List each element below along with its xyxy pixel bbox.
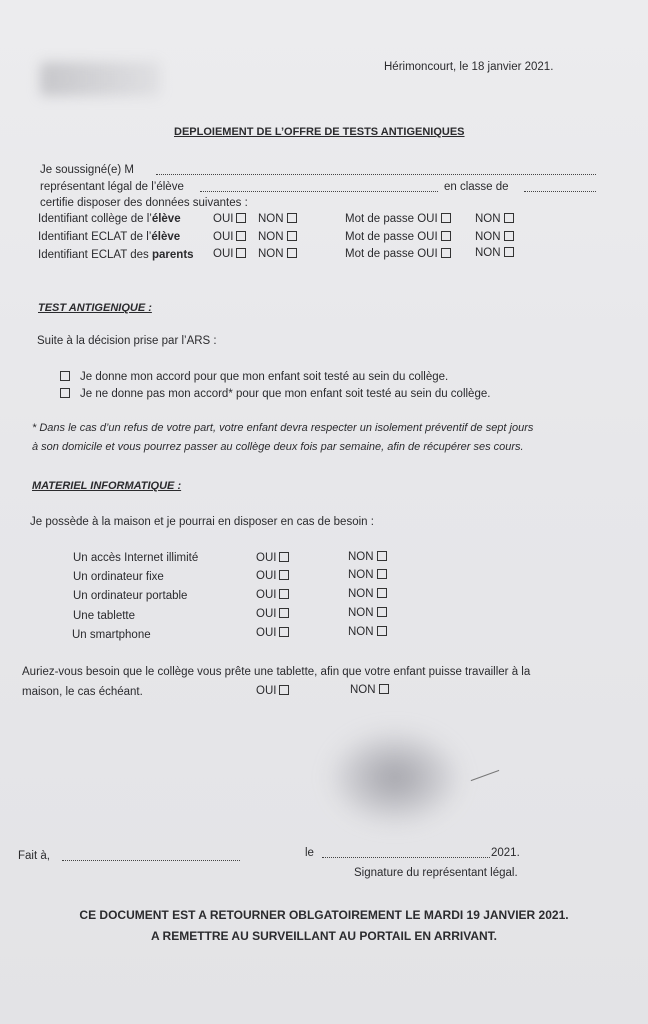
checkbox[interactable] [441, 213, 451, 223]
materiel-item-label: Une tablette [73, 610, 136, 622]
test-intro: Suite à la décision prise par l’ARS : [37, 335, 217, 347]
tablet-question-line1: Auriez-vous besoin que le collège vous prête une tablette, afin que votre enfant puisse travailler à la [22, 666, 531, 678]
checkbox[interactable] [279, 552, 289, 562]
refus-note-line1: * Dans le cas d’un refus de votre part, votre enfant devra respecter un isolement préventif de sept jours [32, 422, 534, 434]
checkbox[interactable] [60, 388, 70, 398]
checkbox[interactable] [379, 684, 389, 694]
test-heading: TEST ANTIGENIQUE : [38, 302, 152, 314]
checkbox[interactable] [279, 589, 289, 599]
checkbox[interactable] [279, 627, 289, 637]
identity-row-non[interactable]: NON [258, 230, 297, 244]
checkbox[interactable] [377, 551, 387, 561]
materiel-item-non[interactable]: NON [348, 550, 387, 564]
checkbox[interactable] [504, 231, 514, 241]
checkbox[interactable] [236, 231, 246, 241]
materiel-item-label: Un ordinateur fixe [73, 571, 164, 583]
identity-row-oui[interactable]: OUI [213, 230, 246, 244]
classe-label: en classe de [444, 181, 509, 193]
checkbox[interactable] [279, 570, 289, 580]
identity-row-oui[interactable]: OUI [213, 212, 246, 226]
student-name-field[interactable] [200, 191, 438, 192]
document-title: DEPLOIEMENT DE L’OFFRE DE TESTS ANTIGENIQUES [174, 126, 465, 138]
materiel-item-oui[interactable]: OUI [256, 588, 289, 602]
checkbox[interactable] [377, 626, 387, 636]
class-field[interactable] [524, 191, 596, 192]
name-field[interactable] [156, 174, 596, 175]
checkbox[interactable] [279, 685, 289, 695]
materiel-heading: MATERIEL INFORMATIQUE : [32, 480, 182, 492]
checkbox[interactable] [504, 213, 514, 223]
refus-option[interactable]: Je ne donne pas mon accord* pour que mon enfant soit testé au sein du collège. [60, 387, 490, 401]
password-oui[interactable]: Mot de passe OUI [345, 247, 451, 261]
checkbox[interactable] [287, 213, 297, 223]
materiel-item-label: Un accès Internet illimité [73, 552, 199, 564]
password-oui[interactable]: Mot de passe OUI [345, 212, 451, 226]
tablet-question-line2: maison, le cas échéant. [22, 686, 143, 698]
blurred-stamp [330, 730, 460, 825]
checkbox[interactable] [60, 371, 70, 381]
accord-option[interactable]: Je donne mon accord pour que mon enfant soit testé au sein du collège. [60, 370, 448, 384]
password-oui[interactable]: Mot de passe OUI [345, 230, 451, 244]
signature-label: Signature du représentant légal. [354, 867, 518, 879]
tablet-question-non[interactable]: NON [350, 683, 389, 697]
checkbox[interactable] [236, 213, 246, 223]
checkbox[interactable] [377, 588, 387, 598]
materiel-item-oui[interactable]: OUI [256, 607, 289, 621]
materiel-item-non[interactable]: NON [348, 606, 387, 620]
pen-mark [471, 770, 500, 781]
date-field[interactable] [322, 857, 490, 858]
checkbox[interactable] [279, 608, 289, 618]
blurred-address [40, 62, 160, 96]
checkbox[interactable] [377, 607, 387, 617]
identity-row-non[interactable]: NON [258, 212, 297, 226]
year-text: 2021. [491, 847, 520, 859]
checkbox[interactable] [441, 248, 451, 258]
materiel-item-oui[interactable]: OUI [256, 569, 289, 583]
checkbox[interactable] [287, 231, 297, 241]
le-label: le [305, 847, 314, 859]
materiel-item-label: Un ordinateur portable [73, 590, 188, 602]
place-date: Hérimoncourt, le 18 janvier 2021. [384, 61, 554, 73]
checkbox[interactable] [377, 569, 387, 579]
checkbox[interactable] [287, 248, 297, 258]
tablet-question-oui[interactable]: OUI [256, 684, 289, 698]
identity-row-label: Identifiant ECLAT de l’élève [38, 231, 181, 243]
identity-row-label: Identifiant ECLAT des parents [38, 249, 194, 261]
identity-row-non[interactable]: NON [258, 247, 297, 261]
fait-field[interactable] [62, 860, 240, 861]
footer-line1: CE DOCUMENT EST A RETOURNER OBLGATOIREMENT LE MARDI 19 JANVIER 2021. [79, 908, 569, 922]
materiel-item-oui[interactable]: OUI [256, 626, 289, 640]
materiel-intro: Je possède à la maison et je pourrai en disposer en cas de besoin : [30, 516, 374, 528]
certifie-text: certifie disposer des données suivantes : [40, 197, 248, 209]
materiel-item-oui[interactable]: OUI [256, 551, 289, 565]
password-non[interactable]: NON [475, 212, 514, 226]
checkbox[interactable] [236, 248, 246, 258]
checkbox[interactable] [504, 247, 514, 257]
refus-note-line2: à son domicile et vous pourrez passer au collège deux fois par semaine, afin de récupérer ses cours. [32, 441, 524, 453]
soussigne-label: Je soussigné(e) M [40, 164, 134, 176]
password-non[interactable]: NON [475, 246, 514, 260]
footer-line2: A REMETTRE AU SURVEILLANT AU PORTAIL EN ARRIVANT. [150, 929, 497, 943]
identity-row-oui[interactable]: OUI [213, 247, 246, 261]
checkbox[interactable] [441, 231, 451, 241]
representant-label: représentant légal de l’élève [40, 181, 184, 193]
password-non[interactable]: NON [475, 230, 514, 244]
materiel-item-label: Un smartphone [72, 629, 151, 641]
materiel-item-non[interactable]: NON [348, 568, 387, 582]
identity-row-label: Identifiant collège de l’élève [38, 213, 181, 225]
fait-label: Fait à, [18, 850, 50, 862]
materiel-item-non[interactable]: NON [348, 587, 387, 601]
materiel-item-non[interactable]: NON [348, 625, 387, 639]
